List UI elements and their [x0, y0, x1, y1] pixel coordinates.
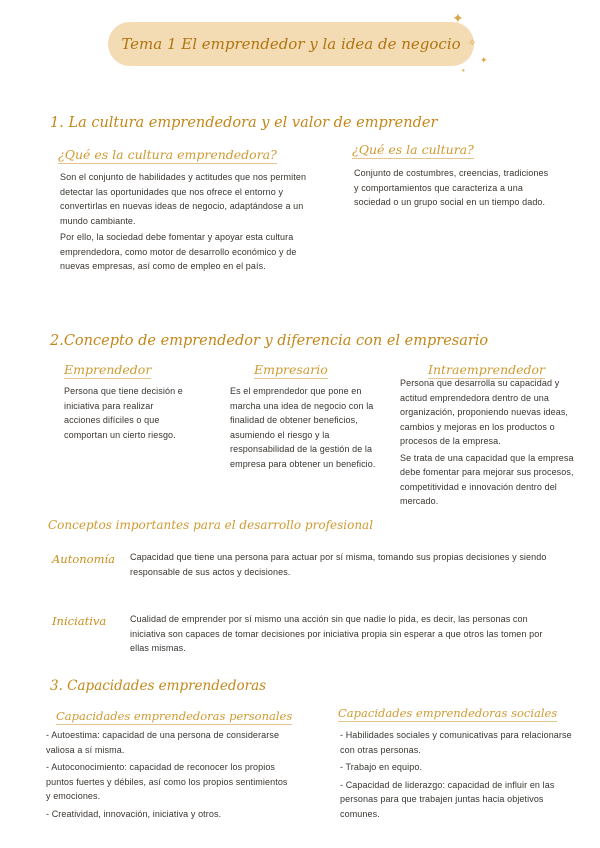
q1-title: ¿Qué es la cultura emprendedora? — [58, 147, 277, 162]
personal-body — [46, 728, 294, 824]
autonomia-text: Capacidad que tiene una persona para actuar por sí misma, tomando sus propias decisiones y siendo responsable de sus actos y decisiones. — [130, 552, 547, 577]
q2-title: ¿Qué es la cultura? — [352, 142, 474, 157]
page-title: Tema 1 El emprendedor y la idea de negocio — [108, 22, 474, 66]
q2-body — [354, 166, 550, 212]
list-item: - Creatividad, innovación, iniciativa y otros. — [46, 808, 222, 819]
emprendedor-p1: Persona que tiene decisión e iniciativa para realizar acciones difíciles o que comportan un cierto riesgo. — [64, 386, 183, 440]
section-1-heading: 1. La cultura emprendedora y el valor de emprender — [50, 115, 438, 131]
empresario-title: Empresario — [254, 362, 328, 377]
sparkle-icon: ✦ — [480, 55, 488, 65]
emprendedor-body — [64, 384, 190, 444]
sparkle-icon: ✧ — [468, 38, 477, 49]
intraemprendedor-p1: Persona que desarrolla su capacidad y actitud emprendedora dentro de una organización, proponiendo nuevas ideas, cambios y mejoras en los productos o procesos de la empresa. — [400, 378, 569, 446]
list-item: - Autoconocimiento: capacidad de reconocer los propios puntos fuertes y débiles, así como los propios sentimientos y emociones. — [46, 762, 288, 801]
intraemprendedor-p2: Se trata de una capacidad que la empresa debe fomentar para mejorar sus procesos, competitividad e innovación dentro del mercado. — [400, 452, 574, 506]
q1-p2: Por ello, la sociedad debe fomentar y apoyar esta cultura emprendedora, como motor de desarrollo económico y de nuevas empresas, así como de empleo en el país. — [60, 232, 297, 271]
list-item: - Capacidad de liderazgo: capacidad de influir en las personas para que trabajen juntas hacia objetivos comunes. — [340, 779, 555, 819]
emprendedor-title: Emprendedor — [64, 362, 152, 377]
sparkle-icon: ✦ — [452, 10, 464, 26]
iniciativa-text: Cualidad de emprender por sí mismo una acción sin que nadie lo pida, es decir, las personas con iniciativa son capaces de tomar decisiones por iniciativa propia sin esperar a que otros las tomen por ellas mismas. — [130, 614, 543, 653]
social-body — [340, 728, 576, 824]
iniciativa-term: Iniciativa — [52, 614, 107, 628]
sparkle-icon: • — [462, 66, 465, 75]
list-item: - Habilidades sociales y comunicativas para relacionarse con otras personas. — [340, 730, 572, 755]
autonomia-term: Autonomía — [52, 552, 116, 566]
section-2-heading: 2.Concepto de emprendedor y diferencia con el empresario — [50, 333, 489, 349]
personal-title: Capacidades emprendedoras personales — [56, 709, 293, 723]
q2-p1: Conjunto de costumbres, creencias, tradiciones y comportamientos que caracteriza a una sociedad o un grupo social en un tiempo dado. — [354, 168, 549, 207]
q1-p1: Son el conjunto de habilidades y actitudes que nos permiten detectar las oportunidades que nos ofrece el entorno y convertirlas en nuevas ideas de negocio, adaptándose a un mundo cambiante. — [60, 172, 307, 226]
empresario-body — [230, 384, 376, 473]
section-3-heading: 3. Capacidades emprendedoras — [50, 678, 267, 694]
social-title: Capacidades emprendedoras sociales — [338, 706, 558, 720]
list-item: - Trabajo en equipo. — [340, 762, 423, 772]
q1-body — [60, 170, 328, 276]
intraemprendedor-title: Intraemprendedor — [428, 362, 546, 377]
intraemprendedor-body — [400, 376, 580, 511]
list-item: - Autoestima: capacidad de una persona de considerarse valiosa a sí misma. — [46, 730, 280, 755]
concepts-heading: Conceptos importantes para el desarrollo profesional — [48, 518, 374, 532]
empresario-p1: Es el emprendedor que pone en marcha una idea de negocio con la finalidad de obtener beneficios, asumiendo el riesgo y la responsabilidad de la gestión de la empresa para obtener un beneficio. — [230, 386, 376, 469]
